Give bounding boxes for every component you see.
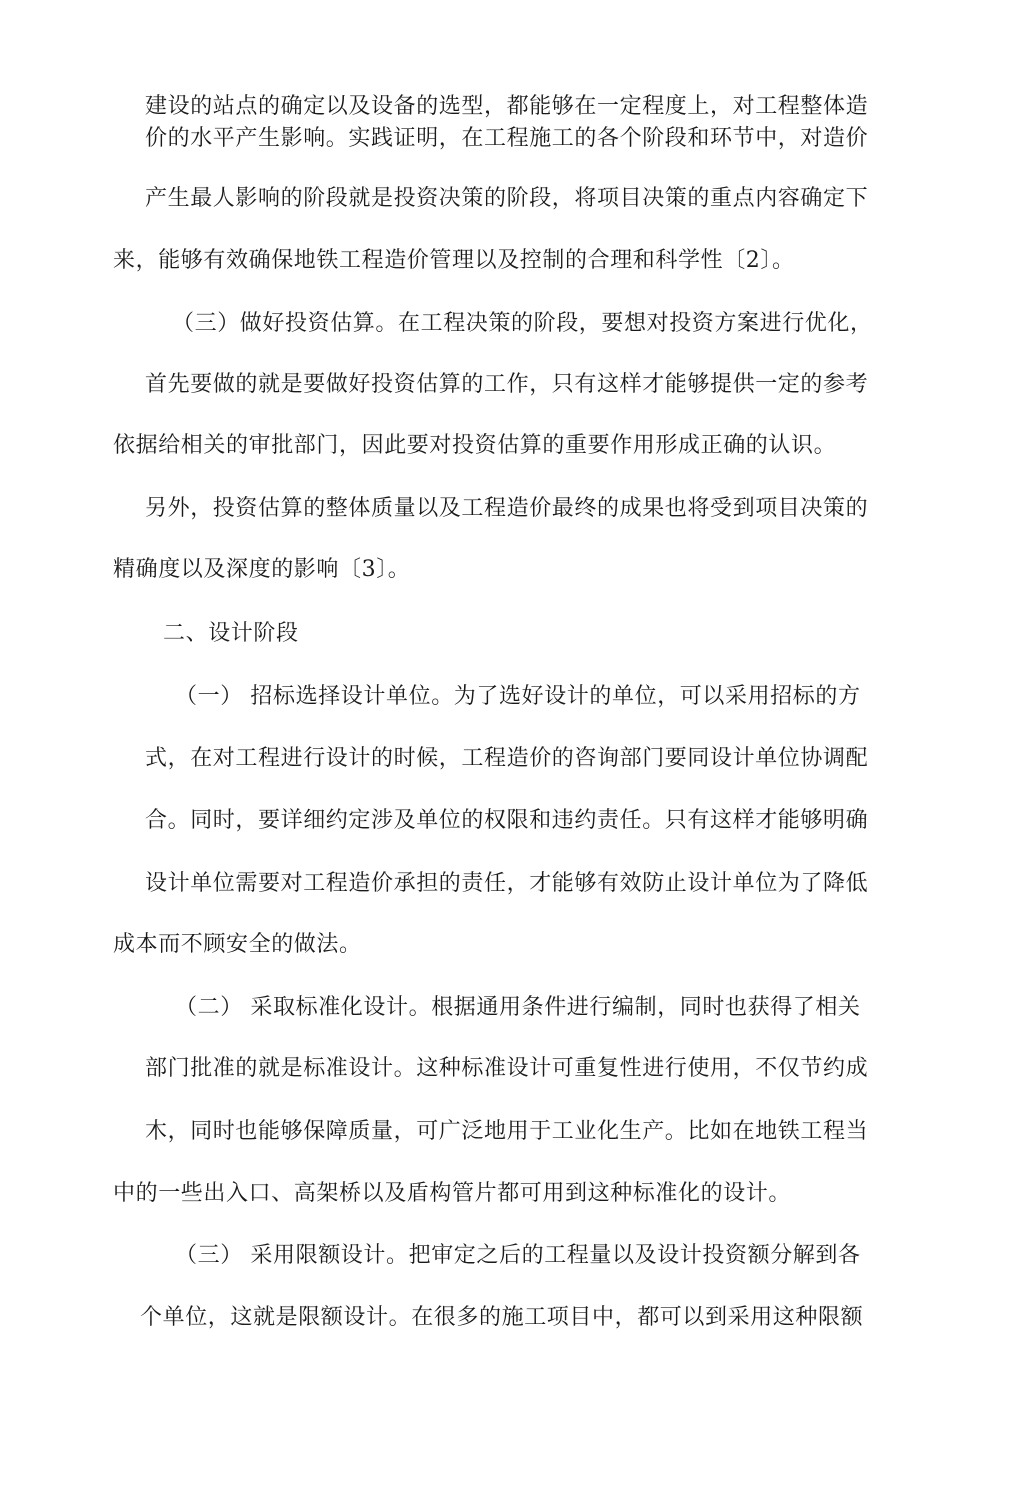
text-line: 精确度以及深度的影响〔3〕。: [113, 557, 411, 582]
section-heading: 二、设计阶段: [163, 621, 299, 646]
text-line: 部门批准的就是标准设计。这种标准设计可重复性进行使用，不仅节约成: [145, 1056, 869, 1081]
text-line: （一） 招标选择设计单位。为了选好设计的单位，可以采用招标的方: [175, 684, 861, 709]
text-line: （三） 采用限额设计。把审定之后的工程量以及设计投资额分解到各: [175, 1243, 861, 1268]
text-line: 成本而不顾安全的做法。: [113, 932, 362, 957]
text-line: （三）做好投资估算。在工程决策的阶段，要想对投资方案进行优化，: [172, 311, 873, 336]
text-line: 个单位，这就是限额设计。在很多的施工项目中，都可以到采用这种限额: [140, 1305, 864, 1330]
text-line: 价的水平产生影响。实践证明，在工程施工的各个阶段和环节中，对造价: [145, 126, 869, 151]
text-line: 合。同时，要详细约定涉及单位的权限和违约责任。只有这样才能够明确: [145, 808, 869, 833]
text-line: 中的一些出入口、高架桥以及盾构管片都可用到这种标准化的设计。: [113, 1181, 792, 1206]
text-line: 来，能够有效确保地铁工程造价管理以及控制的合理和科学性〔2〕。: [113, 248, 795, 273]
text-line: 依据给相关的审批部门，因此要对投资估算的重要作用形成正确的认识。: [113, 433, 837, 458]
text-line: 木，同时也能够保障质量，可广泛地用于工业化生产。比如在地铁工程当: [145, 1119, 869, 1144]
text-line: 设计单位需要对工程造价承担的责任，才能够有效防止设计单位为了降低: [145, 871, 869, 896]
text-line: 建设的站点的确定以及设备的选型，都能够在一定程度上，对工程整体造: [145, 94, 869, 119]
text-line: （二） 采取标准化设计。根据通用条件进行编制，同时也获得了相关: [175, 995, 861, 1020]
text-line: 另外，投资估算的整体质量以及工程造价最终的成果也将受到项目决策的: [145, 496, 869, 521]
text-line: 产生最人影响的阶段就是投资决策的阶段，将项目决策的重点内容确定下: [145, 186, 869, 211]
text-line: 式，在对工程进行设计的时候，工程造价的咨询部门要同设计单位协调配: [145, 746, 869, 771]
text-line: 首先要做的就是要做好投资估算的工作，只有这样才能够提供一定的参考: [145, 372, 869, 397]
